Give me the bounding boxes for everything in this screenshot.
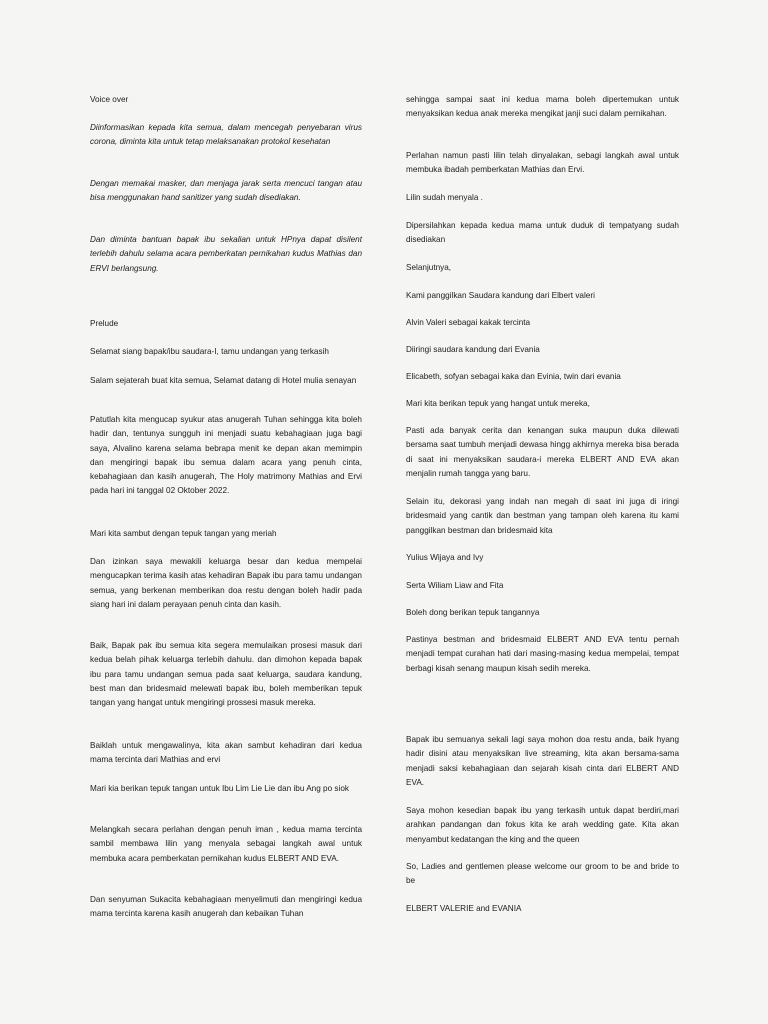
paragraph: Selamat siang bapak/ibu saudara-I, tamu undangan yang terkasih	[90, 347, 329, 356]
paragraph: Elicabeth, sofyan sebagai kaka dan Evinia, twin dari evania	[406, 372, 621, 381]
paragraph: Boleh dong berikan tepuk tangannya	[406, 608, 540, 617]
paragraph: Kami panggilkan Saudara kandung dari Elbert valeri	[406, 291, 595, 300]
paragraph: Diiringi saudara kandung dari Evania	[406, 345, 540, 354]
paragraph: Serta Wiliam Liaw and Fita	[406, 581, 504, 590]
paragraph: Baiklah untuk mengawalinya, kita akan sambut kehadiran dari kedua mama tercinta dari Mathias and ervi	[90, 741, 362, 765]
paragraph: Dan senyuman Sukacita kebahagiaan menyelimuti dan mengiringi kedua mama tercinta karena kasih anugerah dan kebaikan Tuhan	[90, 895, 362, 919]
paragraph: Alvin Valeri sebagai kakak tercinta	[406, 318, 531, 327]
paragraph: Pastinya bestman and bridesmaid ELBERT AND EVA tentu pernah menjadi tempat curahan hati dari masing-masing kedua mempelai, tempat berbagi kisah senang maupun kisah sedih mereka.	[406, 635, 679, 673]
paragraph: Selain itu, dekorasi yang indah nan megah di saat ini juga di iringi bridesmaid yang cantik dan bestman yang tampan oleh karena itu kami panggilkan bestman dan bridesmaid kita	[406, 497, 679, 535]
paragraph: Lilin sudah menyala .	[406, 193, 483, 202]
paragraph: Pasti ada banyak cerita dan kenangan suka maupun duka dilewati bersama saat tumbuh menjadi dewasa hingg akhirnya mereka bisa berada di saat ini menyaksikan saudara-i mereka ELBERT AND EVA akan menjalin rumah tangga yang baru.	[406, 426, 679, 478]
paragraph: So, Ladies and gentlemen please welcome our groom to be and bride to be	[406, 862, 679, 886]
paragraph: Dipersilahkan kepada kedua mama untuk duduk di tempatyang sudah disediakan	[406, 221, 679, 245]
paragraph: Yulius Wijaya and Ivy	[406, 553, 484, 562]
paragraph: Patutlah kita mengucap syukur atas anugerah Tuhan sehingga kita boleh hadir dan, tentunya sungguh ini menjadi suatu kebahagiaan juga bagi saya, Alvalino karena selama bebrapa menit ke depan akan memimpin dan mengiringi bapak ibu semua dalam acara yang penuh cinta, kebahagiaan dan kasih anugerah, The Holy matrimony Mathias and Ervi pada hari ini tanggal 02 Oktober 2022.	[90, 415, 362, 496]
paragraph: Diinformasikan kepada kita semua, dalam mencegah penyebaran virus corona, diminta kita untuk tetap melaksanakan protokol kesehatan	[90, 123, 362, 147]
paragraph: Dan diminta bantuan bapak ibu sekalian untuk HPnya dapat disilent terlebih dahulu selama acara pemberkatan pernikahan kudus Mathias dan ERVI berlangsung.	[90, 235, 362, 273]
paragraph: Mari kita berikan tepuk yang hangat untuk mereka,	[406, 399, 590, 408]
paragraph: Prelude	[90, 319, 119, 328]
paragraph: Voice over	[90, 95, 129, 104]
paragraph: Perlahan namun pasti lilin telah dinyalakan, sebagi langkah awal untuk membuka ibadah pemberkatan Mathias dan Ervi.	[406, 151, 679, 175]
paragraph: Mari kita sambut dengan tepuk tangan yang meriah	[90, 529, 277, 538]
paragraph: Selanjutnya,	[406, 263, 452, 272]
paragraph: Dan izinkan saya mewakili keluarga besar dan kedua mempelai mengucapkan terima kasih atas kehadiran Bapak ibu para tamu undangan semua, yang berkenan memberikan doa restu dengan boleh hadir pada siang hari ini dalam perayaan penuh cinta dan kasih.	[90, 557, 362, 609]
paragraph: Dengan memakai masker, dan menjaga jarak serta mencuci tangan atau bisa menggunakan hand sanitizer yang sudah disediakan.	[90, 179, 362, 203]
paragraph: Baik, Bapak pak ibu semua kita segera memulaikan prosesi masuk dari kedua belah pihak keluarga terlebih dahulu. dan dimohon kepada bapak ibu para tamu undangan semua pada saat keluarga, saudara kandung, best man dan bridesmaid melewati bapak ibu, boleh memberikan tepuk tangan yang hangat untuk mengiringi prossesi masuk mereka.	[90, 641, 362, 708]
paragraph: Melangkah secara perlahan dengan penuh iman , kedua mama tercinta sambil membawa lilin yang menyala sebagai langkah awal untuk membuka acara pemberkatan pernikahan kudus ELBERT AND EVA.	[90, 825, 362, 863]
paragraph: sehingga sampai saat ini kedua mama boleh dipertemukan untuk menyaksikan kedua anak mereka mengikat janji suci dalam pernikahan.	[406, 95, 679, 119]
paragraph: Mari kia berikan tepuk tangan untuk Ibu Lim Lie Lie dan ibu Ang po siok	[90, 784, 349, 793]
paragraph: Saya mohon kesedian bapak ibu yang terkasih untuk dapat berdiri,mari arahkan pandangan dan fokus kita ke arah wedding gate. Kita akan menyambut kedatangan the king and the queen	[406, 806, 679, 844]
paragraph: Bapak ibu semuanya sekali lagi saya mohon doa restu anda, baik hyang hadir disini atau menyaksikan live streaming, kita akan bersama-sama menjadi saksi kebahagiaan dan sejarah kisah cinta dari ELBERT AND EVA.	[406, 735, 679, 787]
paragraph: ELBERT VALERIE and EVANIA	[406, 904, 522, 913]
paragraph: Salam sejaterah buat kita semua, Selamat datang di Hotel mulia senayan	[90, 376, 357, 385]
